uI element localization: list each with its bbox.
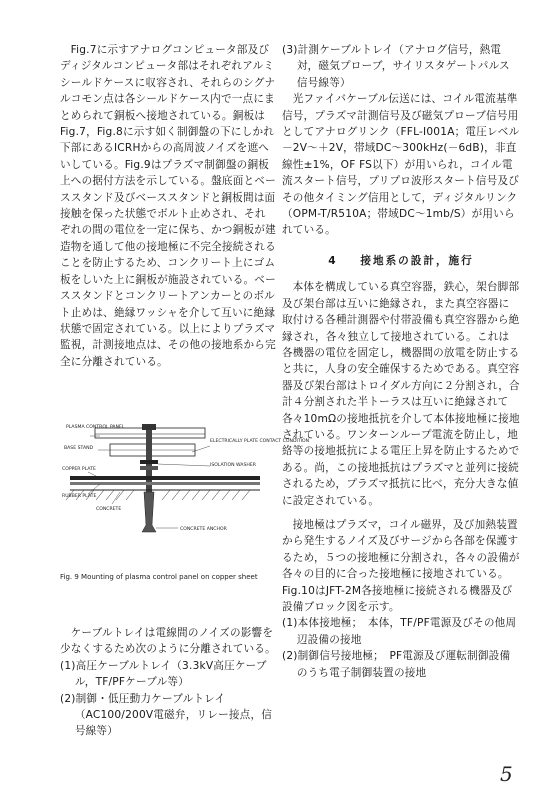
section-number: 4 [328,254,338,267]
left-column-lower [60,625,276,740]
cable-tray-intro: ケーブルトレイは電線間のノイズの影響を少なくするため次のように分離されている。 [60,627,276,656]
label-plate-contact: ELECTRICALLY PLATE CONTACT CONDITION [210,439,310,444]
copper-plate-shape [70,476,260,480]
left-column-upper [60,42,276,370]
paragraph-panel-mounting: Fig.7に示すアナログコンピュータ部及びディジタルコンピュータ部はそれぞれアルミシールドケースに収容され、それらのシグナルコモン点は各シールドケース内で一点にまとめられて銅板へ接地されている。銅板はFig.7，Fig.8に示す如く制御盤の下にしかれ下部にあるICRHからの高周波ノイズを遮へいしている。Fig.9はプラズマ制御盤の銅板上への据付方法を示している。盤底面とベーススタンド及びベーススタンドと銅板間は面接触を保った状態でボルト止めされ、それぞれの間の電位を一定に保ち、かつ銅板が建造物を通して他の接地極に不完全接続されることを防止するため、コンクリート上にゴム板をしいた上に銅板が施設されている。ベーススタンドとコンクリートアンカーとのボルト止めは、絶縁ワッシャを介して互いに絶縁状態で固定されている。以上によりプラズマ監視，計測接地点は、その他の接地系から完全に分離されている。 [60,44,276,368]
label-concrete-anchor: CONCRETE ANCHOR [180,527,227,532]
label-base-stand: BASE STAND [64,446,94,451]
list-item: (3)計測ケーブルトレイ（アナログ信号，熱電対，磁気プローブ，サイリスタゲートパルス信号線等） [282,44,510,89]
section-title: 接地系の設計，施行 [360,254,474,267]
paragraph-grounding-electrodes: 接地極はプラズマ，コイル磁界，及び加熱装置から発生するノイズ及びサージから各部を保護するため，５つの接地極に分割され，各々の設備が各々の目的に合った接地極に接地されている。Fig.10はJFT-2M各接地極に接続される機器及び設備ブロック図を示す。 [282,518,520,613]
label-control-panel: PLASMA CONTROL PANEL [66,425,125,430]
label-copper-plate: COPPER PLATE [62,467,96,472]
label-isolation-washer: ISOLATION WASHER [210,463,256,468]
list-item: (2)制御信号接地極； PF電源及び運転制御設備のうち電子制御装置の接地 [282,650,511,679]
section-heading [282,253,520,269]
paragraph-grounding-structure: 本体を構成している真空容器，鉄心，架台脚部及び架台部は互いに絶縁され，また真空容器に取付ける各種計測器や付帯設備も真空容器から絶縁され，各々独立して接地されている。これは各機器の電位を固定し，機器間の放電を防止すると共に，人身の安全確保するためである。真空容器及び架台部はトロイダル方向に２分割され，合計４分割された半トーラスは互いに絶縁されて各々10mΩの接地抵抗を介して本体接地極に接地されている。ワンターンループ電流を防止し，地絡等の接地抵抗による電圧上昇を防止するためである。尚，この接地抵抗はプラズマと並列に接続されるため，プラズマ抵抗に比べ，充分大きな値に設定されている。 [282,281,520,507]
list-item: (1)高圧ケーブルトレイ（3.3kV高圧ケーブル，TF/PFケーブル等） [60,659,267,689]
mounting-diagram [60,420,310,570]
figure-9 [60,420,310,570]
rubber-plate-shape [70,482,260,485]
list-item: (2)制御・低圧動力ケーブルトレイ（AC100/200V電磁弁，リレー接点，信号線等） [60,692,273,738]
isolation-washer [140,460,158,464]
label-rubber-plate: RUBBER PLATE [62,494,97,499]
figure-caption: Fig. 9 Mounting of plasma control panel on copper sheet [60,573,258,581]
paragraph-optical-fiber: 光ファイバケーブル伝送には、コイル電流基準信号，プラズマ計測信号及び磁気プローブ信号用としてアナログリンク（FFL-I001A；電圧レベル－2V～＋2V，帯域DC～300kHz(－6dB)，非直線性±1%，OF FS以下）が用いられ，コイル電流スタート信号，プリプロ波形スタート信号及びその他タイミング信用として，ディジタルリンク（OPM-T/R510A；帯域DC～1mb/S）が用いられている。 [282,93,520,237]
concrete-anchor-shape [142,492,156,532]
panel-bolt-head [142,424,156,430]
label-concrete: CONCRETE [96,507,122,512]
list-item: (1)本体接地極； 本体，TF/PF電源及びその他周辺設備の接地 [282,617,517,646]
right-column [282,42,520,681]
page-number: 5 [500,762,513,786]
